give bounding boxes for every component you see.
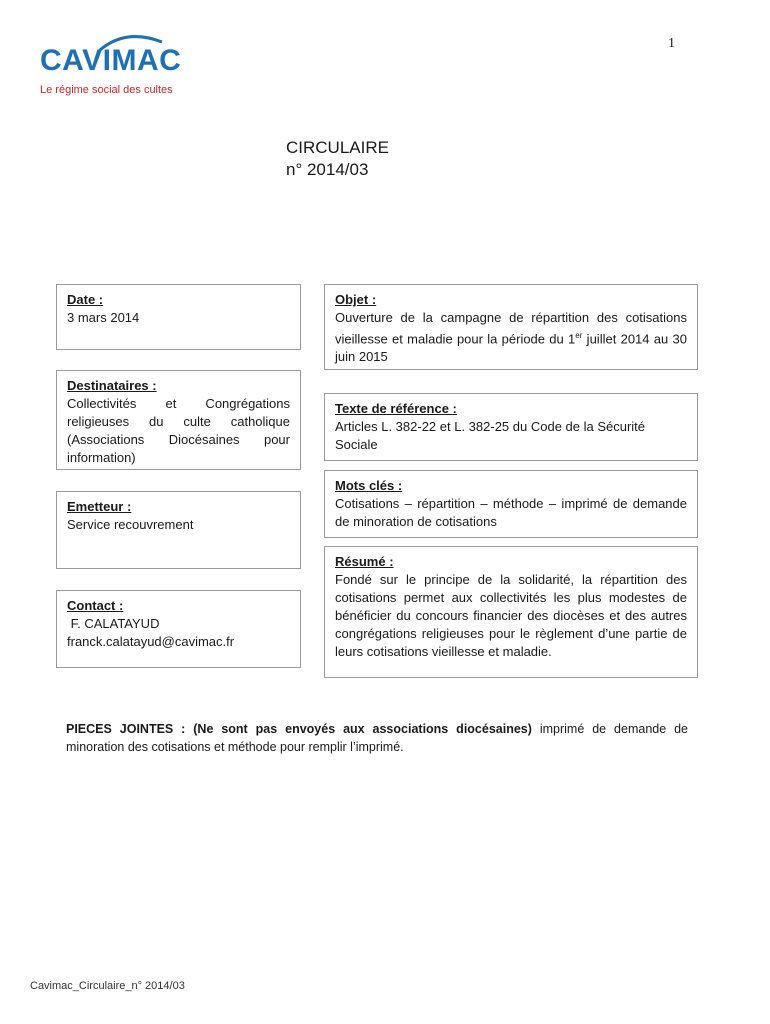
mots-cles-value: Cotisations – répartition – méthode – imprimé de demande de minoration de cotisations <box>335 496 687 529</box>
emetteur-box <box>56 491 301 569</box>
contact-email[interactable]: franck.calatayud@cavimac.fr <box>67 634 235 649</box>
resume-box <box>324 546 698 678</box>
reference-label: Texte de référence : <box>335 401 457 416</box>
emetteur-value: Service recouvrement <box>67 517 194 532</box>
page-number: 1 <box>668 36 675 51</box>
contact-name: F. CALATAYUD <box>67 616 160 631</box>
date-value: 3 mars 2014 <box>67 310 140 325</box>
pieces-jointes <box>66 720 688 756</box>
objet-value <box>335 309 687 366</box>
page-footer: Cavimac_Circulaire_n° 2014/03 <box>30 980 185 992</box>
reference-value: Articles L. 382-22 et L. 382-25 du Code de la Sécurité Sociale <box>335 419 646 452</box>
objet-text-2: juillet 2014 au 30 juin 2015 <box>335 331 687 365</box>
pieces-jointes-label: PIECES JOINTES : (Ne sont pas envoyés aux associations diocésaines) <box>66 722 532 736</box>
contact-label: Contact : <box>67 598 124 613</box>
date-label: Date : <box>67 292 104 307</box>
objet-sup: er <box>575 331 583 340</box>
destinataires-label: Destinataires : <box>67 378 157 393</box>
objet-label: Objet : <box>335 292 377 307</box>
objet-box <box>324 284 698 370</box>
pieces-jointes-value: imprimé de demande de minoration des cotisations et méthode pour remplir l’imprimé. <box>66 722 688 754</box>
date-box <box>56 284 301 350</box>
destinataires-value: Collectivités et Congrégations religieuses du culte catholique (Associations Diocésaines pour information) <box>67 396 290 465</box>
objet-text-1: Ouverture de la campagne de répartition des cotisations vieillesse et maladie pour la période du 1 <box>335 310 687 347</box>
page-title <box>286 137 389 181</box>
title-line-2: n° 2014/03 <box>286 160 369 179</box>
title-line-1: CIRCULAIRE <box>286 138 389 157</box>
reference-box <box>324 393 698 461</box>
mots-cles-label: Mots clés : <box>335 478 403 493</box>
contact-box <box>56 590 301 668</box>
logo-wordmark: CAVIMAC <box>40 44 182 77</box>
destinataires-box <box>56 370 301 470</box>
resume-value: Fondé sur le principe de la solidarité, la répartition des cotisations permet aux collectivités les plus modestes de bénéficier du concours financier des diocèses et des autres congrégations religieuses pour le règlement d’une partie de leurs cotisations vieillesse et maladie. <box>335 572 687 659</box>
emetteur-label: Emetteur : <box>67 499 132 514</box>
mots-cles-box <box>324 470 698 538</box>
resume-label: Résumé : <box>335 554 394 569</box>
cavimac-logo <box>38 30 198 102</box>
logo-tagline: Le régime social des cultes <box>40 84 173 96</box>
